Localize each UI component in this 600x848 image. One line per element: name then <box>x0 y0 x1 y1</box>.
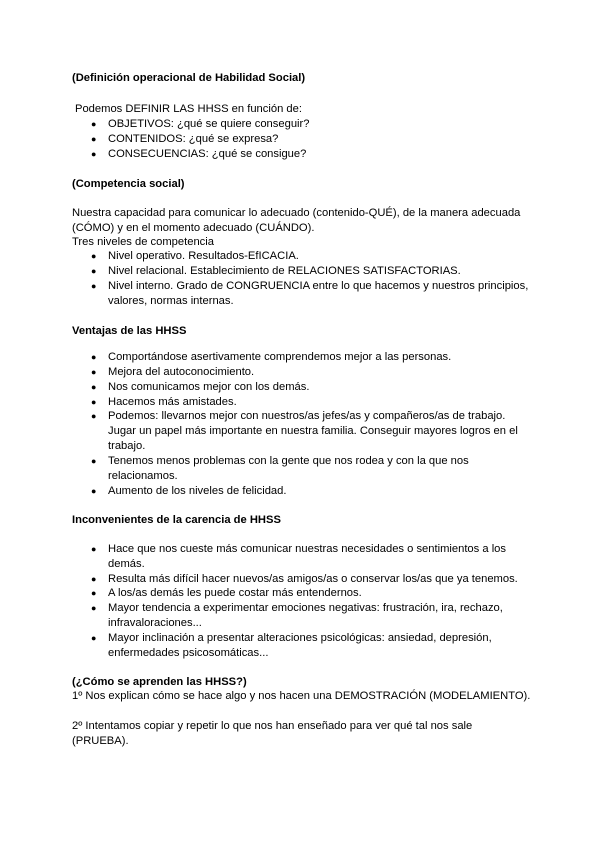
bullet-icon: ● <box>91 411 97 421</box>
bullet-icon: ● <box>91 149 97 159</box>
bullet-icon: ● <box>91 397 97 407</box>
list-item: Nivel interno. Grado de CONGRUENCIA entre lo que hacemos y nuestros principios, <box>108 280 529 292</box>
list-item-continuation: demás. <box>108 558 145 570</box>
section-title-ventajas: Ventajas de las HHSS <box>72 325 187 337</box>
paragraph-line: Nuestra capacidad para comunicar lo adecuado (contenido-QUÉ), de la manera adecuada <box>72 207 521 219</box>
list-item-continuation: infravaloraciones... <box>108 617 202 629</box>
bullet-icon: ● <box>91 486 97 496</box>
paragraph-line: (PRUEBA). <box>72 735 129 747</box>
list-item: Tenemos menos problemas con la gente que nos rodea y con la que nos <box>108 455 469 467</box>
paragraph-line: 1º Nos explican cómo se hace algo y nos hacen una DEMOSTRACIÓN (MODELAMIENTO). <box>72 690 531 702</box>
bullet-icon: ● <box>91 266 97 276</box>
bullet-icon: ● <box>91 544 97 554</box>
bullet-icon: ● <box>91 588 97 598</box>
list-item: CONTENIDOS: ¿qué se expresa? <box>108 133 279 145</box>
bullet-icon: ● <box>91 382 97 392</box>
bullet-icon: ● <box>91 574 97 584</box>
list-item: Aumento de los niveles de felicidad. <box>108 485 287 497</box>
section-title-competencia: (Competencia social) <box>72 178 185 190</box>
list-item-continuation: trabajo. <box>108 440 146 452</box>
bullet-icon: ● <box>91 367 97 377</box>
bullet-icon: ● <box>91 134 97 144</box>
bullet-icon: ● <box>91 119 97 129</box>
list-item: CONSECUENCIAS: ¿qué se consigue? <box>108 148 307 160</box>
list-item: A los/as demás les puede costar más entendernos. <box>108 587 362 599</box>
list-item: Hace que nos cueste más comunicar nuestras necesidades o sentimientos a los <box>108 543 506 555</box>
list-item: Comportándose asertivamente comprendemos mejor a las personas. <box>108 351 452 363</box>
list-item: Hacemos más amistades. <box>108 396 237 408</box>
section-title-inconvenientes: Inconvenientes de la carencia de HHSS <box>72 514 281 526</box>
list-item-continuation: Jugar un papel más importante en nuestra familia. Conseguir mayores logros en el <box>108 425 518 437</box>
section-title-definicion: (Definición operacional de Habilidad Social) <box>72 72 306 84</box>
list-item: Podemos: llevarnos mejor con nuestros/as jefes/as y compañeros/as de trabajo. <box>108 410 506 422</box>
bullet-icon: ● <box>91 456 97 466</box>
list-item: Nos comunicamos mejor con los demás. <box>108 381 310 393</box>
list-item: Nivel relacional. Establecimiento de RELACIONES SATISFACTORIAS. <box>108 265 461 277</box>
list-item-continuation: valores, normas internas. <box>108 295 234 307</box>
bullet-icon: ● <box>91 251 97 261</box>
list-item: Nivel operativo. Resultados-EfICACIA. <box>108 250 299 262</box>
list-item-continuation: enfermedades psicosomáticas... <box>108 647 269 659</box>
paragraph-line: 2º Intentamos copiar y repetir lo que nos han enseñado para ver qué tal nos sale <box>72 720 473 732</box>
bullet-icon: ● <box>91 281 97 291</box>
paragraph-line: (CÓMO) y en el momento adecuado (CUÁNDO). <box>72 222 315 234</box>
definicion-intro: Podemos DEFINIR LAS HHSS en función de: <box>75 103 302 115</box>
list-item: Mejora del autoconocimiento. <box>108 366 255 378</box>
bullet-icon: ● <box>91 603 97 613</box>
list-item: Resulta más difícil hacer nuevos/as amigos/as o conservar los/as que ya tenemos. <box>108 573 518 585</box>
list-item: Mayor tendencia a experimentar emociones negativas: frustración, ira, rechazo, <box>108 602 503 614</box>
list-item: Mayor inclinación a presentar alteraciones psicológicas: ansiedad, depresión, <box>108 632 492 644</box>
list-item-continuation: relacionamos. <box>108 470 178 482</box>
bullet-icon: ● <box>91 633 97 643</box>
bullet-icon: ● <box>91 352 97 362</box>
paragraph-line: Tres niveles de competencia <box>72 236 214 248</box>
section-title-como: (¿Cómo se aprenden las HHSS?) <box>72 676 247 688</box>
list-item: OBJETIVOS: ¿qué se quiere conseguir? <box>108 118 310 130</box>
